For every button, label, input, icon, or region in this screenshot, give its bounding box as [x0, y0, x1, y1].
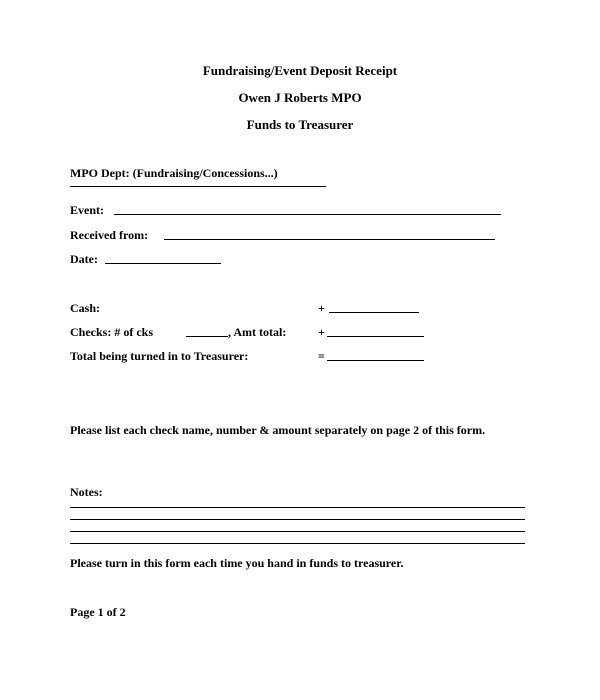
checks-sign: + [318, 325, 325, 339]
notes-line[interactable] [70, 531, 525, 532]
cash-blank[interactable] [329, 312, 419, 313]
notes-line[interactable] [70, 543, 525, 544]
check-list-instruction: Please list each check name, number & amount separately on page 2 of this form. [70, 423, 486, 437]
form-title: Fundraising/Event Deposit Receipt [202, 63, 398, 78]
checks-amount-label: , Amt total: [228, 325, 287, 339]
turn-in-instruction: Please turn in this form each time you hand in funds to treasurer. [70, 556, 404, 570]
notes-label: Notes: [70, 485, 103, 499]
checks-count-label: Checks: # of cks [70, 325, 153, 339]
received-from-blank[interactable] [164, 239, 495, 240]
page-number: Page 1 of 2 [70, 605, 126, 619]
organization-name: Owen J Roberts MPO [238, 90, 362, 105]
event-blank[interactable] [114, 214, 501, 215]
event-label: Event: [70, 203, 104, 217]
received-from-label: Received from: [70, 228, 149, 242]
notes-line[interactable] [70, 507, 525, 508]
total-sign: = [318, 349, 325, 363]
cash-label: Cash: [70, 301, 101, 315]
checks-amount-blank[interactable] [327, 336, 424, 337]
date-blank[interactable] [105, 263, 221, 264]
form-subtitle: Funds to Treasurer [246, 117, 354, 132]
mpo-dept-blank[interactable] [70, 186, 326, 187]
mpo-dept-label: MPO Dept: (Fundraising/Concessions...) [70, 166, 278, 180]
date-label: Date: [70, 252, 98, 266]
checks-count-blank[interactable] [186, 336, 228, 337]
cash-sign: + [318, 301, 325, 315]
total-label: Total being turned in to Treasurer: [70, 349, 249, 363]
total-blank[interactable] [327, 360, 424, 361]
notes-line[interactable] [70, 519, 525, 520]
